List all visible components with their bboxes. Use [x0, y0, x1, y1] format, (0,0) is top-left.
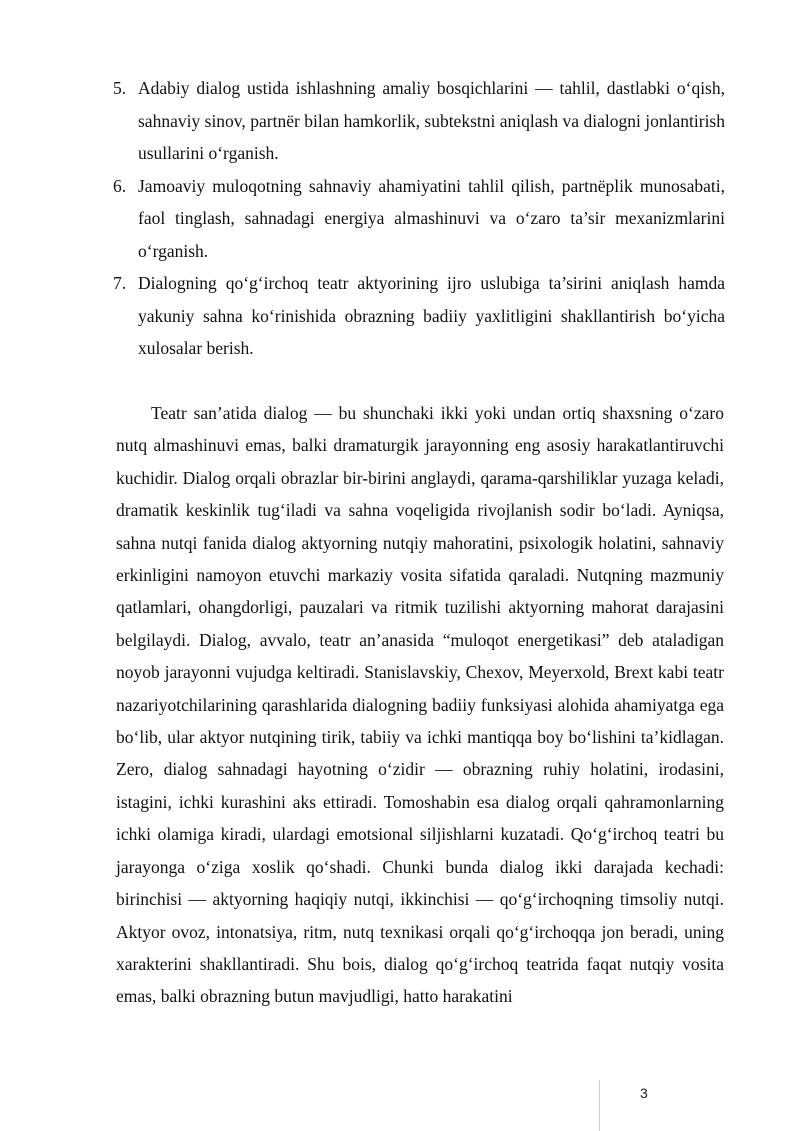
list-item	[113, 170, 725, 268]
footer-divider	[599, 1080, 600, 1131]
list-item-text: Jamoaviy muloqotning sahnaviy ahamiyatini tahlil qilish, partnёplik munosabati, faol tinglash, sahnadagi energiya almashinuvi va o‘zaro ta’sir mexanizmlarini o‘rganish.	[138, 175, 725, 261]
body-paragraph: Teatr san’atida dialog — bu shunchaki ikki yoki undan ortiq shaxsning o‘zaro nutq almashinuvi emas, balki dramaturgik jarayonning eng asosiy harakatlantiruvchi kuchidir. Dialog orqali obrazlar bir-birini anglaydi, qarama-qarshiliklar yuzaga keladi, dramatik keskinlik tug‘iladi va sahna voqeligida rivojlanish sodir bo‘ladi. Ayniqsa, sahna nutqi fanida dialog aktyorning nutqiy mahoratini, psixologik holatini, sahnaviy erkinligini namoyon etuvchi markaziy vosita sifatida qaraladi. Nutqning mazmuniy qatlamlari, ohangdorligi, pauzalari va ritmik tuzilishi aktyorning mahorat darajasini belgilaydi. Dialog, avvalo, teatr an’anasida “muloqot energetikasi” deb ataladigan noyob jarayonni vujudga keltiradi. Stanislavskiy, Chexov, Meyerxold, Brext kabi teatr nazariyotchilarining qarashlarida dialogning badiiy funksiyasi alohida ahamiyatga ega bo‘lib, ular aktyor nutqining tirik, tabiiy va ichki mantiqqa boy bo‘lishini ta’kidlagan. Zero, dialog sahnadagi hayotning o‘zidir — obrazning ruhiy holatini, irodasini, istagini, ichki kurashini aks ettiradi. Tomoshabin esa dialog orqali qahramonlarning ichki olamiga kiradi, ulardagi emotsional siljishlarni kuzatadi. Qo‘g‘irchoq teatri bu jarayonga o‘ziga xoslik qo‘shadi. Chunki bunda dialog ikki darajada kechadi: birinchisi — aktyorning haqiqiy nutqi, ikkinchisi — qo‘g‘irchoqning timsoliy nutqi. Aktyor ovoz, intonatsiya, ritm, nutq texnikasi orqali qo‘g‘irchoqqa jon beradi, uning xarakterini shakllantiradi. Shu bois, dialog qo‘g‘irchoq teatrida faqat nutqiy vosita emas, balki obrazning butun mavjudligi, hatto harakatini	[116, 403, 724, 1007]
list-item-number: 6.	[113, 175, 127, 196]
list-item-text: Adabiy dialog ustida ishlashning amaliy bosqichlarini — tahlil, dastlabki o‘qish, sahnaviy sinov, partnёr bilan hamkorlik, subtekstni aniqlash va dialogni jonlantirish usullarini o‘rganish.	[138, 78, 725, 163]
list-item-number: 7.	[113, 273, 127, 293]
list-item	[113, 72, 725, 170]
page-number: 3	[640, 1085, 648, 1101]
list-item-text: Dialogning qo‘g‘irchoq teatr aktyorining ijro uslubiga ta’sirini aniqlash hamda yakuniy sahna ko‘rinishida obrazning badiiy yaxlitligini shakllantirish bo‘yicha xulosalar berish.	[138, 273, 725, 358]
list-item-number: 5.	[113, 78, 127, 98]
list-item	[113, 267, 725, 365]
numbered-list	[113, 72, 725, 365]
